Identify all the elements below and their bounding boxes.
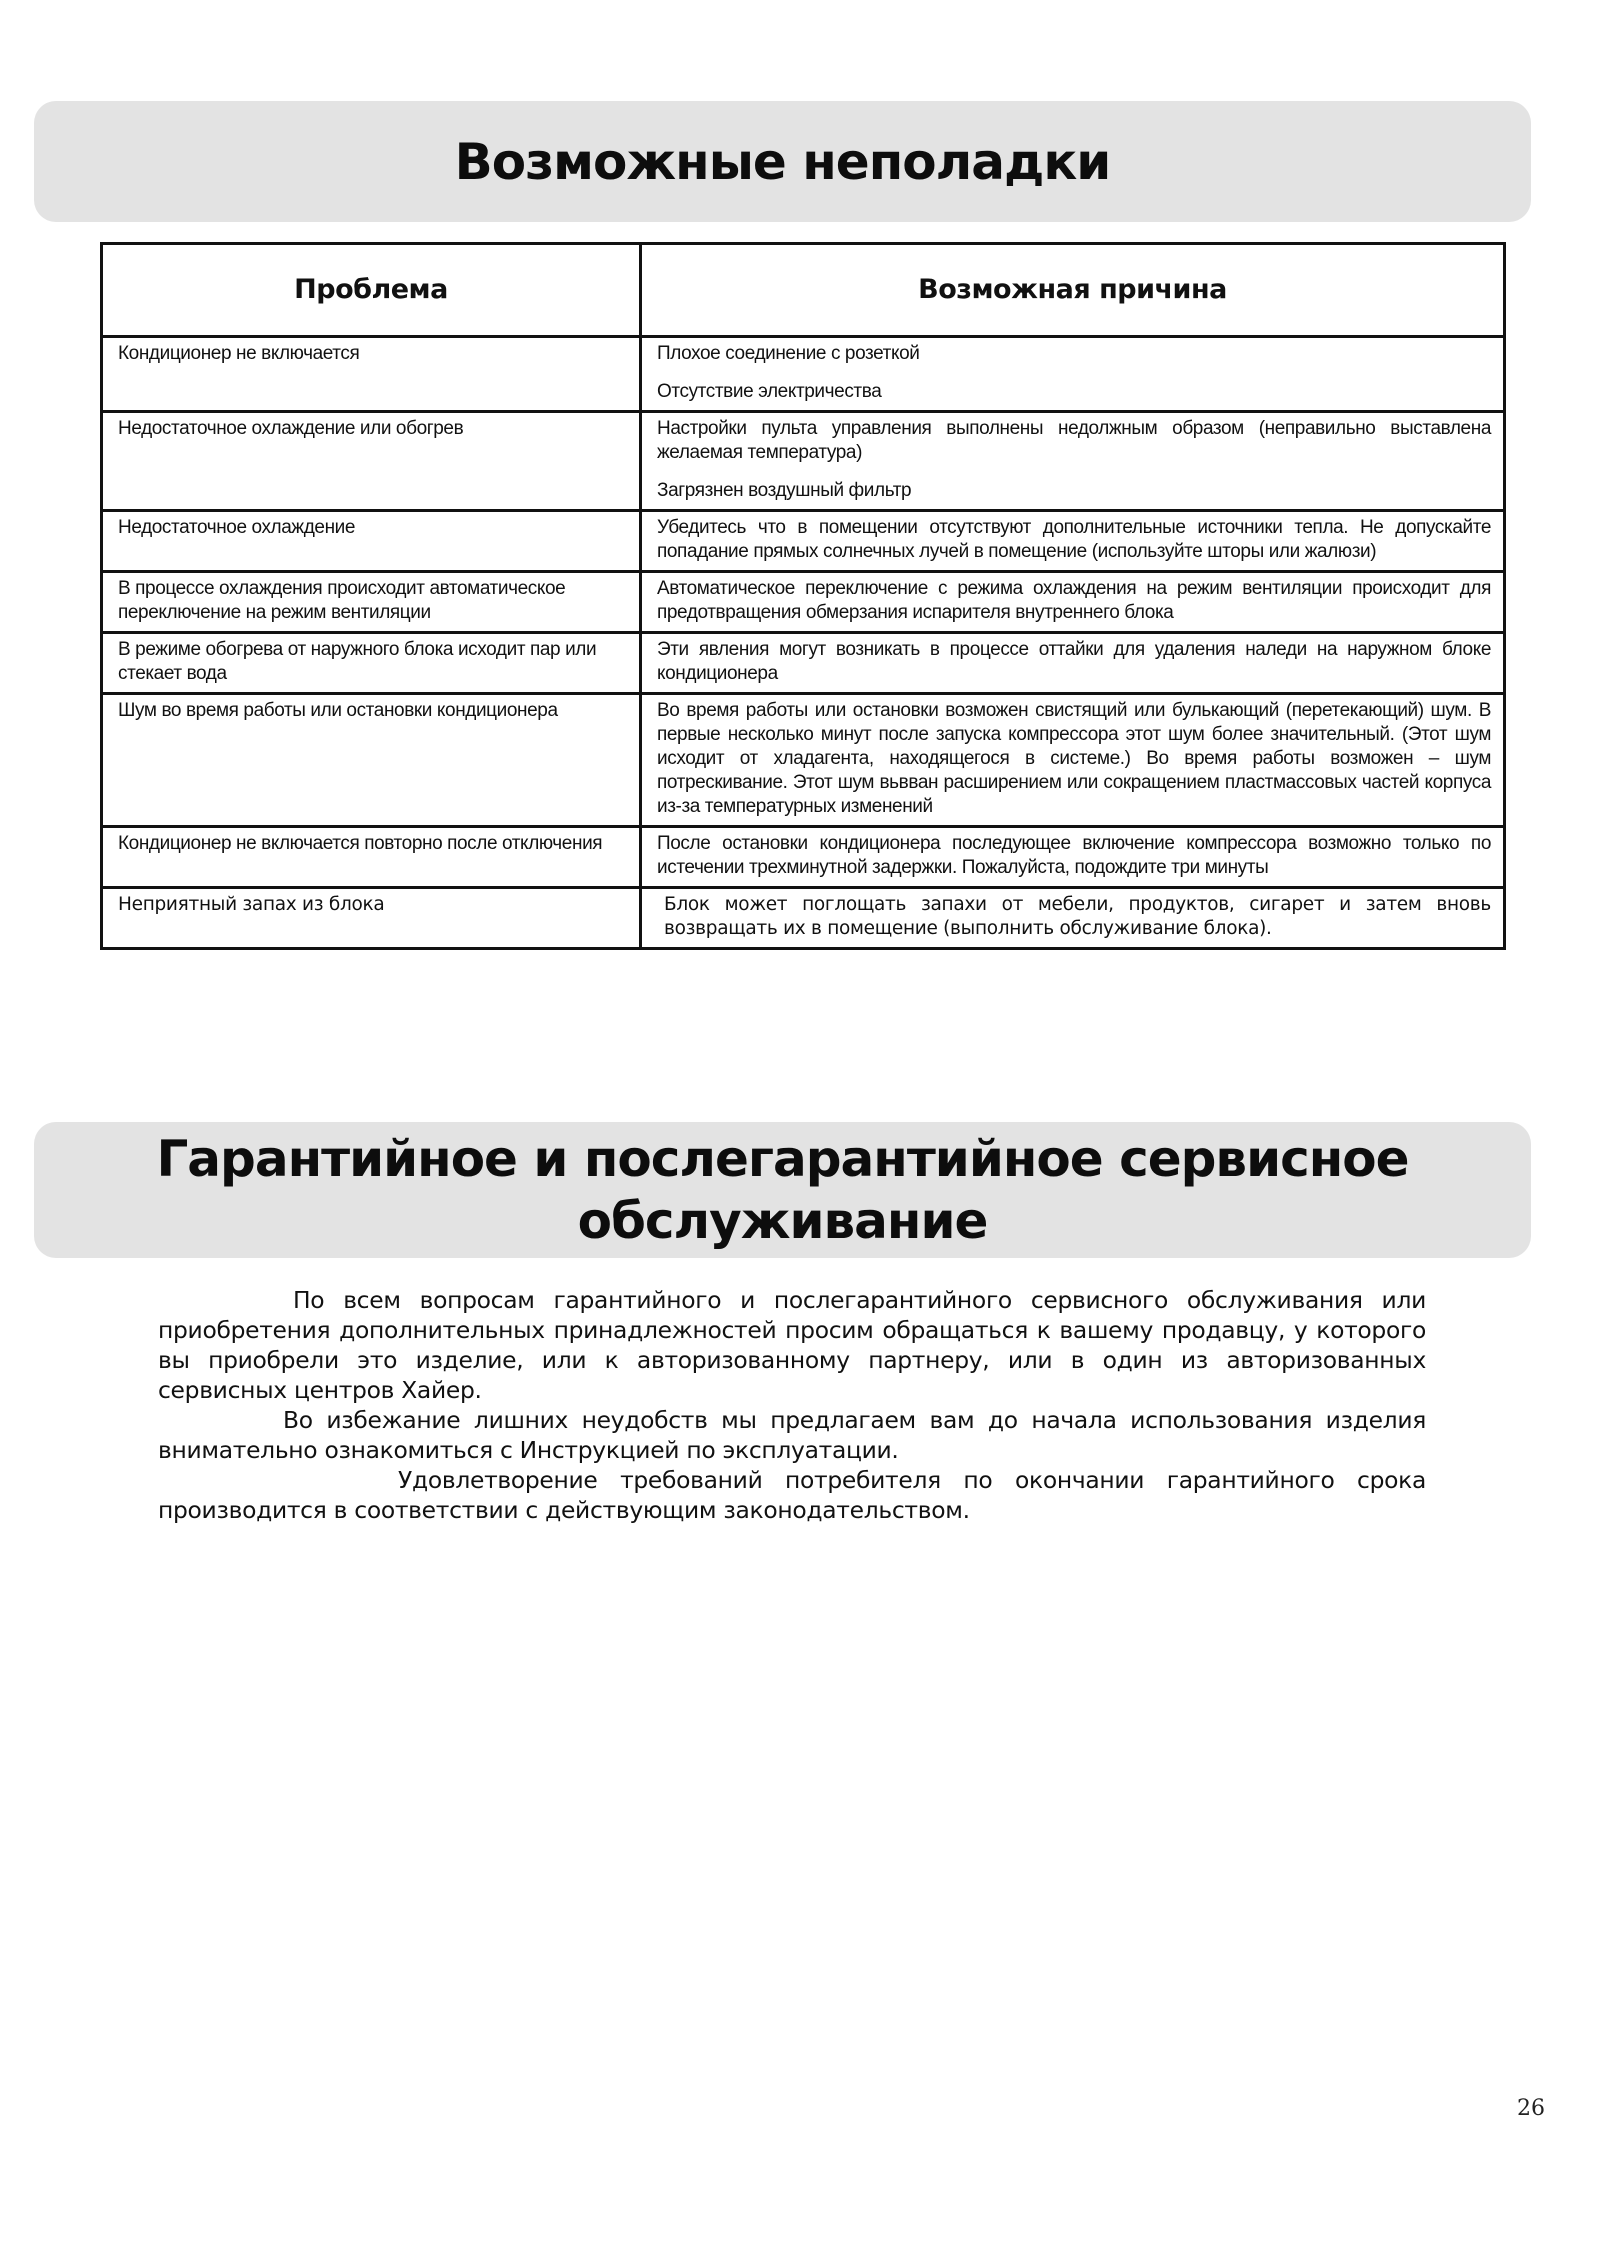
warranty-paragraph: Удовлетворение требований потребителя по окончании гарантийного срока производится в соответствии с действующим законодательством.: [158, 1466, 1426, 1524]
column-header-cause: Возможная причина: [641, 244, 1505, 337]
cause-text: Автоматическое переключение с режима охлаждения на режим вентиляции происходит для предотвращения обмерзания испарителя внутреннего блока: [657, 578, 1491, 623]
problem-cell: Недостаточное охлаждение или обогрев: [102, 412, 641, 511]
cause-cell: [641, 572, 1505, 633]
table-header-row: [102, 244, 1505, 337]
table-row: [102, 511, 1505, 572]
warranty-paragraph: Во избежание лишних неудобств мы предлагаем вам до начала использования изделия внимательно ознакомиться с Инструкцией по эксплуатации.: [158, 1406, 1426, 1464]
cause-cell: [641, 888, 1505, 949]
table-row: [102, 888, 1505, 949]
cause-cell: [641, 633, 1505, 694]
problem-cell: Кондиционер не включается: [102, 337, 641, 412]
cause-cell: [641, 337, 1505, 412]
troubleshooting-title: Возможные неполадки: [34, 101, 1531, 222]
cause-text: После остановки кондиционера последующее включение компрессора возможно только по истечении трехминутной задержки. Пожалуйста, подождите три минуты: [657, 833, 1491, 878]
problem-cell: Неприятный запах из блока: [102, 888, 641, 949]
problem-cell: В процессе охлаждения происходит автоматическое переключение на режим вентиляции: [102, 572, 641, 633]
cause-cell: [641, 694, 1505, 827]
cause-text: Плохое соединение с розеткой: [657, 343, 920, 364]
troubleshooting-table: [100, 242, 1506, 950]
warranty-title: Гарантийное и послегарантийное сервисное обслуживание: [34, 1122, 1531, 1258]
column-header-problem: Проблема: [102, 244, 641, 337]
table-row: [102, 337, 1505, 412]
table-row: [102, 694, 1505, 827]
cause-text: Во время работы или остановки возможен свистящий или булькающий (перетекающий) шум. В первые несколько минут после запуска компрессора этот шум более значительный. (Этот шум исходит от хладагента, находящегося в системе.) Во время работы возможен – шум потрескивание. Этот шум вьвван расширением или сокращением пластмассовых частей корпуса из-за температурных изменений: [657, 700, 1491, 817]
page-number: 26: [1517, 2096, 1545, 2121]
table-row: [102, 827, 1505, 888]
cause-text: Блок может поглощать запахи от мебели, продуктов, сигарет и затем вновь возвращать их в помещение (выполнить обслуживание блока).: [664, 894, 1491, 939]
problem-cell: В режиме обогрева от наружного блока исходит пар или стекает вода: [102, 633, 641, 694]
cause-text: Загрязнен воздушный фильтр: [657, 480, 912, 501]
cause-cell: [641, 511, 1505, 572]
table-row: [102, 633, 1505, 694]
warranty-paragraph: По всем вопросам гарантийного и послегарантийного сервисного обслуживания или приобретения дополнительных принадлежностей просим обращаться к вашему продавцу, у которого вы приобрели это изделие, или к авторизованному партнеру, или в один из авторизованных сервисных центров Хайер.: [158, 1286, 1426, 1404]
warranty-text: [158, 1285, 1426, 1525]
table-row: [102, 412, 1505, 511]
problem-cell: Шум во время работы или остановки кондиционера: [102, 694, 641, 827]
cause-text: Убедитесь что в помещении отсутствуют дополнительные источники тепла. Не допускайте попадание прямых солнечных лучей в помещение (используйте шторы или жалюзи): [657, 517, 1491, 562]
problem-cell: Недостаточное охлаждение: [102, 511, 641, 572]
cause-text: Эти явления могут возникать в процессе оттайки для удаления наледи на наружном блоке кондиционера: [657, 639, 1491, 684]
cause-text: Настройки пульта управления выполнены недолжным образом (неправильно выставлена желаемая температура): [657, 418, 1491, 463]
cause-cell: [641, 827, 1505, 888]
cause-text: Отсутствие электричества: [657, 381, 882, 402]
problem-cell: Кондиционер не включается повторно после отключения: [102, 827, 641, 888]
table-row: [102, 572, 1505, 633]
cause-cell: [641, 412, 1505, 511]
